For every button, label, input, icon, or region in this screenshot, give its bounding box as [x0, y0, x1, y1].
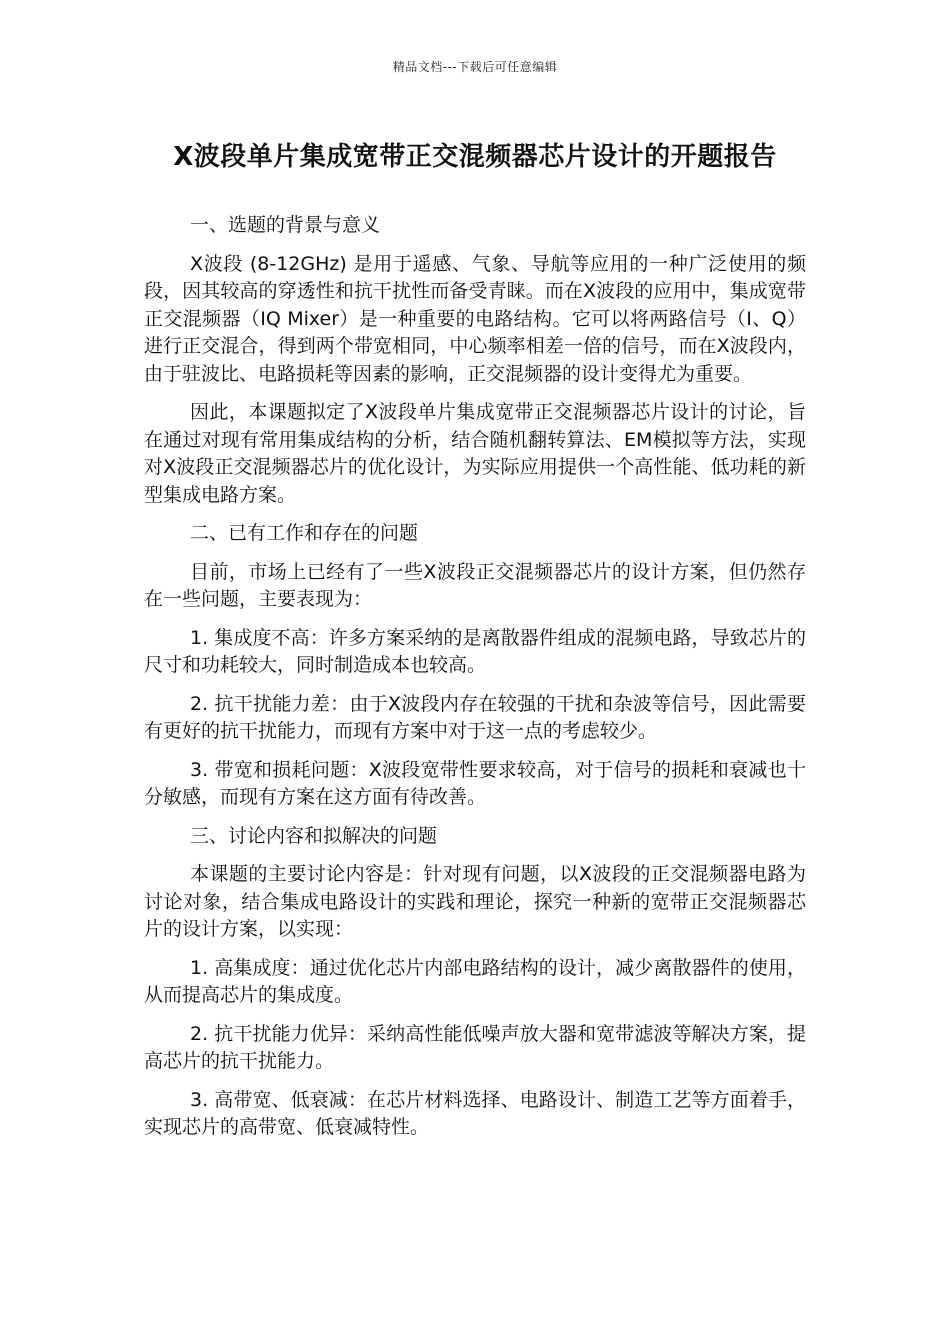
list-item: 2. 抗干扰能力差：由于X波段内存在较强的干扰和杂波等信号，因此需要有更好的抗干扰能力，而现有方案中对于这一点的考虑较少。	[144, 692, 806, 742]
list-item: 1. 集成度不高：许多方案采纳的是离散器件组成的混频电路，导致芯片的尺寸和功耗较大，同时制造成本也较高。	[144, 626, 806, 676]
header-note: 精品文档---下载后可任意编辑	[392, 60, 558, 74]
section-heading-research-content: 三、讨论内容和拟解决的问题	[190, 824, 438, 847]
section-heading-background: 一、选题的背景与意义	[190, 214, 381, 236]
list-item: 3. 带宽和损耗问题：X波段宽带性要求较高，对于信号的损耗和衰减也十分敏感，而现有方案在这方面有待改善。	[144, 758, 806, 808]
section-heading-existing-work: 二、已有工作和存在的问题	[190, 522, 419, 544]
document-title: X波段单片集成宽带正交混频器芯片设计的开题报告	[173, 142, 777, 172]
list-item: 3. 高带宽、低衰减：在芯片材料选择、电路设计、制造工艺等方面着手，实现芯片的高带宽、低衰减特性。	[144, 1088, 806, 1138]
list-item: 1. 高集成度：通过优化芯片内部电路结构的设计，减少离散器件的使用，从而提高芯片的集成度。	[144, 956, 806, 1006]
paragraph: 本课题的主要讨论内容是：针对现有问题，以X波段的正交混频器电路为讨论对象，结合集成电路设计的实践和理论，探究一种新的宽带正交混频器芯片的设计方案，以实现：	[144, 863, 806, 940]
paragraph: 因此，本课题拟定了X波段单片集成宽带正交混频器芯片设计的讨论，旨在通过对现有常用集成结构的分析，结合随机翻转算法、EM模拟等方法，实现对X波段正交混频器芯片的优化设计，为实际应用提供一个高性能、低功耗的新型集成电路方案。	[144, 401, 806, 506]
paragraph: X波段 (8-12GHz) 是用于遥感、气象、导航等应用的一种广泛使用的频段，因其较高的穿透性和抗干扰性而备受青睐。而在X波段的应用中，集成宽带正交混频器（IQ Mixer）是一种重要的电路结构。它可以将两路信号（I、Q）进行正交混合，得到两个带宽相同，中心频率相差一倍的信号，而在X波段内，由于驻波比、电路损耗等因素的影响，正交混频器的设计变得尤为重要。	[144, 252, 806, 385]
document-body	[144, 212, 806, 1153]
list-item: 2. 抗干扰能力优异：采纳高性能低噪声放大器和宽带滤波等解决方案，提高芯片的抗干扰能力。	[144, 1022, 806, 1072]
paragraph: 目前，市场上已经有了一些X波段正交混频器芯片的设计方案，但仍然存在一些问题，主要表现为：	[144, 560, 806, 610]
